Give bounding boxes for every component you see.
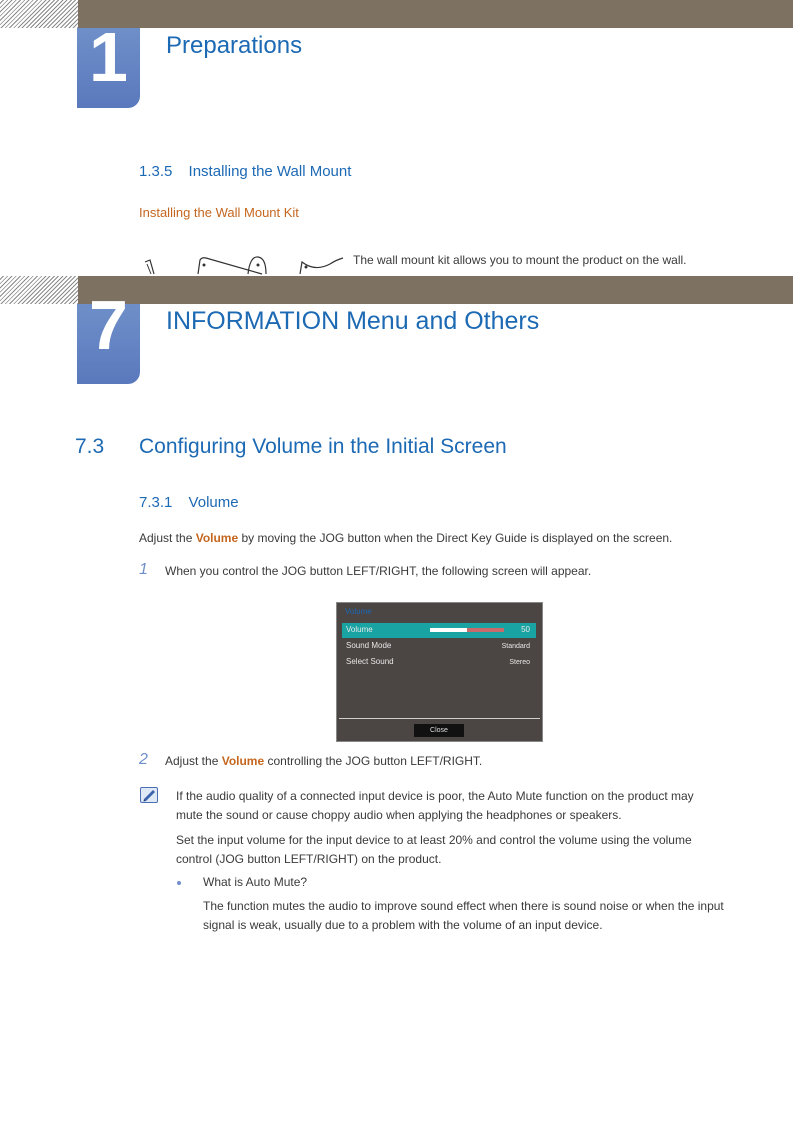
- header-bar-chapter7: [140, 276, 793, 304]
- intro-volume-keyword: Volume: [195, 531, 239, 545]
- header-bar: [140, 0, 793, 28]
- section-number: 7.3.1: [139, 494, 173, 511]
- subheading-wall-mount-kit: Installing the Wall Mount Kit: [139, 205, 299, 220]
- osd-divider: [339, 718, 540, 719]
- section-title: Volume: [188, 494, 239, 511]
- osd-row-label: Sound Mode: [346, 641, 392, 650]
- section-title: Configuring Volume in the Initial Screen: [139, 435, 507, 458]
- wall-mount-kit-text: The wall mount kit allows you to mount the product on the wall.: [353, 253, 687, 267]
- section-heading-7-3-1: [139, 494, 239, 511]
- intro-text-end: by moving the JOG button when the Direct Key Guide is displayed on the screen.: [238, 531, 673, 545]
- bullet-line: The function mutes the audio to improve sound effect when there is sound noise or when the input: [203, 899, 724, 913]
- section-title: Installing the Wall Mount: [188, 163, 352, 180]
- note-line: Set the input volume for the input device to at least 20% and control the volume using the volume: [176, 833, 692, 847]
- section-heading-1-3-5: [139, 163, 351, 180]
- volume-level-track[interactable]: [430, 628, 504, 632]
- bullet-body: [203, 897, 724, 935]
- osd-header: Volume: [345, 607, 372, 616]
- note-line: If the audio quality of a connected input device is poor, the Auto Mute function on the product may: [176, 789, 694, 803]
- osd-row-value: Stereo: [509, 659, 530, 666]
- intro-paragraph: [139, 531, 672, 545]
- osd-row-sound-mode[interactable]: [342, 639, 536, 654]
- bullet-line: signal is weak, usually due to a problem with the volume of an input device.: [203, 918, 603, 932]
- wall-mount-kit-illustration: [140, 252, 350, 276]
- step2-text-start: Adjust the: [165, 754, 222, 768]
- hatch-decoration-chapter7: [0, 276, 78, 304]
- step2-volume-keyword: Volume: [221, 754, 265, 768]
- step-text: When you control the JOG button LEFT/RIGHT, the following screen will appear.: [165, 564, 592, 578]
- osd-close-button[interactable]: Close: [414, 724, 464, 737]
- note-paragraph-2: [176, 831, 692, 869]
- chapter-title-7: INFORMATION Menu and Others: [166, 307, 540, 335]
- osd-row-value: Standard: [501, 643, 530, 650]
- volume-osd-screen: [336, 602, 543, 742]
- note-pencil-icon: [140, 786, 159, 804]
- osd-row-volume[interactable]: [342, 623, 536, 638]
- osd-row-label: Select Sound: [346, 657, 394, 666]
- bullet-dot: [177, 881, 181, 885]
- chapter-number: 1: [89, 18, 128, 96]
- note-line: control (JOG button LEFT/RIGHT) on the product.: [176, 852, 442, 866]
- step-2: [139, 751, 483, 769]
- note-paragraph-1: [176, 787, 694, 825]
- volume-level-fill: [430, 628, 467, 632]
- step2-text-end: controlling the JOG button LEFT/RIGHT.: [264, 754, 483, 768]
- section-heading-7-3: [75, 435, 507, 459]
- step-number: 2: [139, 751, 148, 768]
- step-text: [165, 754, 482, 768]
- note-line: mute the sound or cause choppy audio when applying the headphones or speakers.: [176, 808, 622, 822]
- section-number: 1.3.5: [139, 163, 173, 180]
- osd-row-label: Volume: [346, 625, 373, 634]
- step-number: 1: [139, 561, 148, 578]
- chapter-number-7: 7: [89, 286, 128, 364]
- step-1: [139, 561, 592, 579]
- intro-text-start: Adjust the: [139, 531, 196, 545]
- hatch-decoration-top: [0, 0, 78, 28]
- chapter-title: Preparations: [166, 32, 303, 59]
- section-number: 7.3: [75, 435, 105, 458]
- bullet-title: What is Auto Mute?: [203, 875, 308, 889]
- osd-row-select-sound[interactable]: [342, 655, 536, 670]
- osd-row-value: 50: [521, 625, 530, 634]
